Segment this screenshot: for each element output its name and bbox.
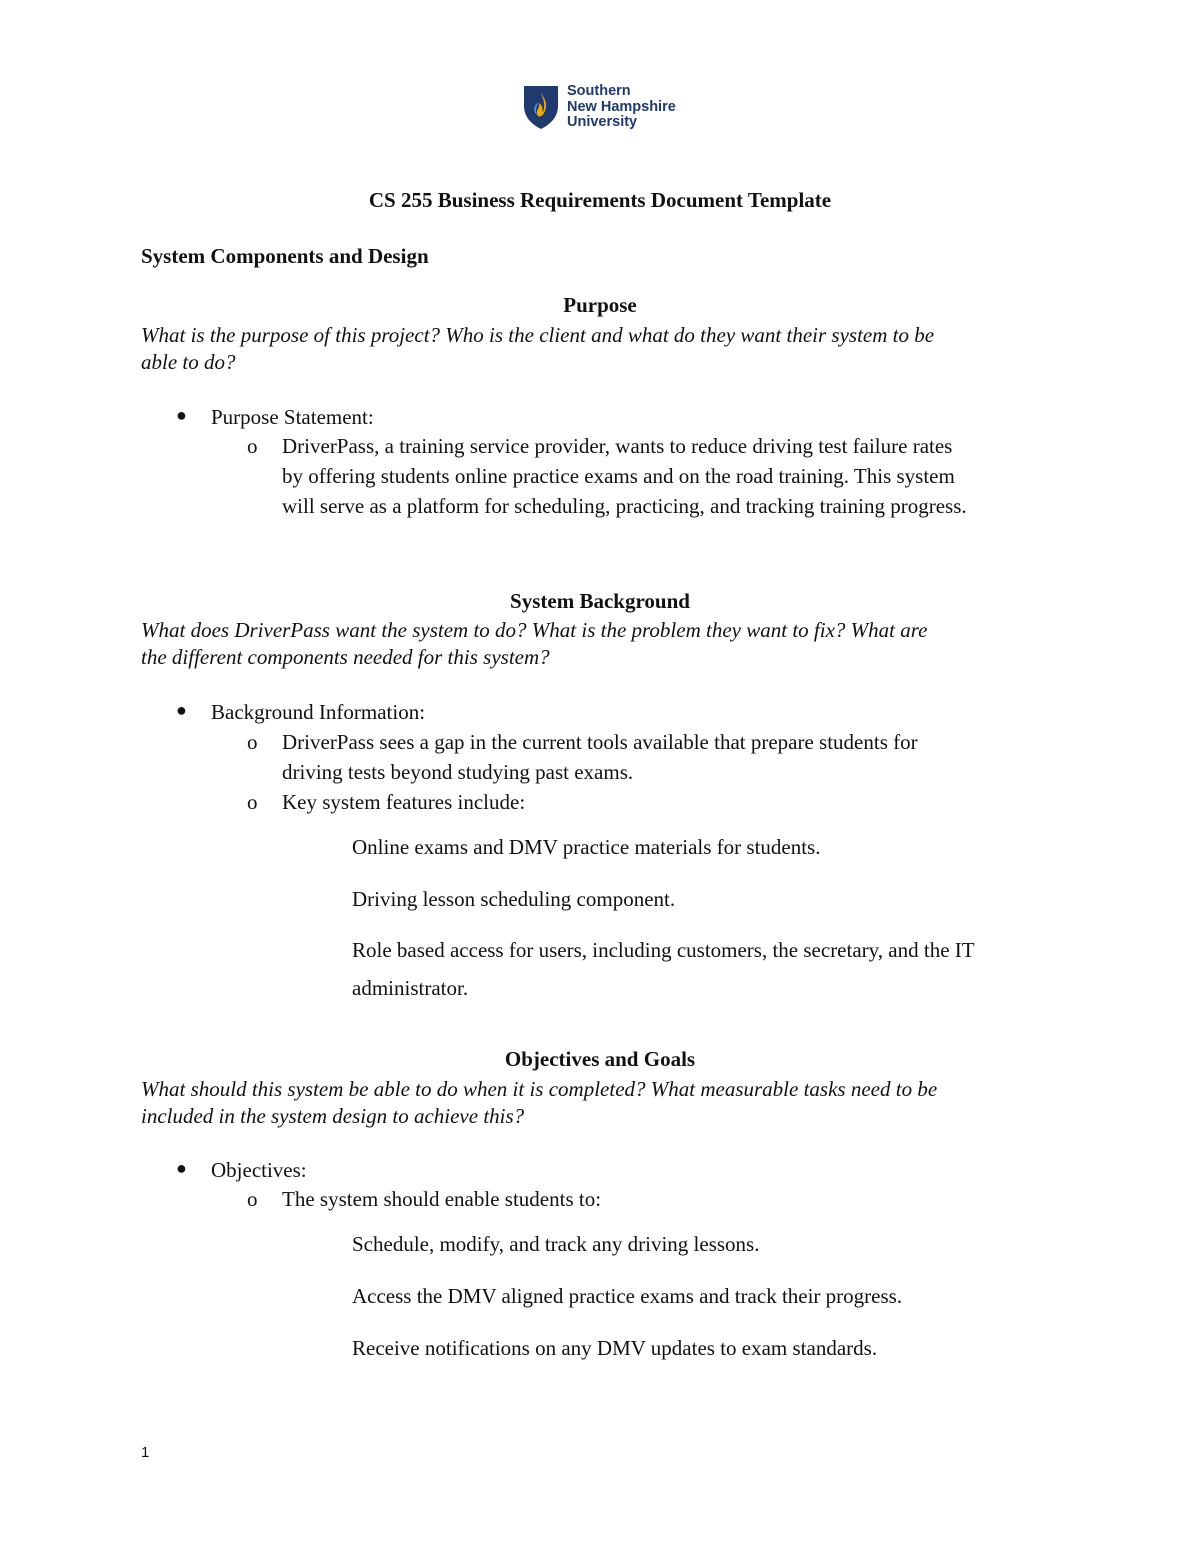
gap-line: driving tests beyond studying past exams. [282,760,634,784]
bullet-icon: ● [176,405,187,425]
objective-item: Schedule, modify, and track any driving lessons. [352,1232,760,1256]
bullet-label: Purpose Statement: [211,405,374,429]
prompt-line: What should this system be able to do when it is completed? What measurable tasks need to be [141,1077,938,1101]
purpose-heading: Purpose [563,293,637,317]
background-prompt [141,617,1051,671]
objective-item: Receive notifications on any DMV updates to exam standards. [352,1336,878,1360]
page-number: 1 [141,1444,150,1461]
purpose-statement [247,431,1067,521]
feature-item: Online exams and DMV practice materials for students. [352,835,821,859]
bullet-icon: ● [176,1158,187,1178]
background-heading: System Background [510,589,690,613]
bullet-label: Objectives: [211,1158,307,1182]
feature-item: Driving lesson scheduling component. [352,887,676,911]
prompt-line: the different components needed for this system? [141,645,550,669]
background-gap [247,727,1067,787]
purpose-bullet [176,405,374,430]
features-label-row [247,787,1067,817]
features-label: Key system features include: [282,790,526,814]
sub-bullet-icon: o [247,434,258,458]
students-label: The system should enable students to: [282,1187,602,1211]
objective-item: Access the DMV aligned practice exams and track their progress. [352,1284,903,1308]
sub-bullet-icon: o [247,730,258,754]
shield-flame-icon [522,84,560,130]
gap-line: DriverPass sees a gap in the current tools available that prepare students for [282,730,918,754]
prompt-line: What is the purpose of this project? Who is the client and what do they want their system to be [141,323,935,347]
prompt-line: What does DriverPass want the system to do? What is the problem they want to fix? What are [141,618,928,642]
document-title: CS 255 Business Requirements Document Template [368,188,832,212]
logo-line: New Hampshire [567,98,676,115]
sub-bullet-icon: o [247,790,258,814]
statement-line: DriverPass, a training service provider, wants to reduce driving test failure rates [282,434,953,458]
purpose-prompt [141,322,1051,376]
bullet-label: Background Information: [211,700,426,724]
students-label-row [247,1184,1067,1214]
logo-line: University [567,114,638,130]
feature-item: Role based access for users, including customers, the secretary, and the IT [352,938,975,962]
statement-line: will serve as a platform for scheduling, practicing, and tracking training progress. [282,494,967,518]
objectives-prompt [141,1076,1051,1130]
background-bullet [176,700,425,725]
logo-wordmark [567,84,676,131]
prompt-line: able to do? [141,350,236,374]
objectives-bullet [176,1158,307,1183]
prompt-line: included in the system design to achieve this? [141,1104,525,1128]
bullet-icon: ● [176,700,187,720]
logo-line: Southern [567,83,631,99]
statement-line: by offering students online practice exams and on the road training. This system [282,464,955,488]
objectives-heading: Objectives and Goals [504,1047,696,1071]
sub-bullet-icon: o [247,1187,258,1211]
feature-item: administrator. [352,976,469,1000]
section-heading: System Components and Design [141,244,429,268]
university-logo [522,84,682,134]
